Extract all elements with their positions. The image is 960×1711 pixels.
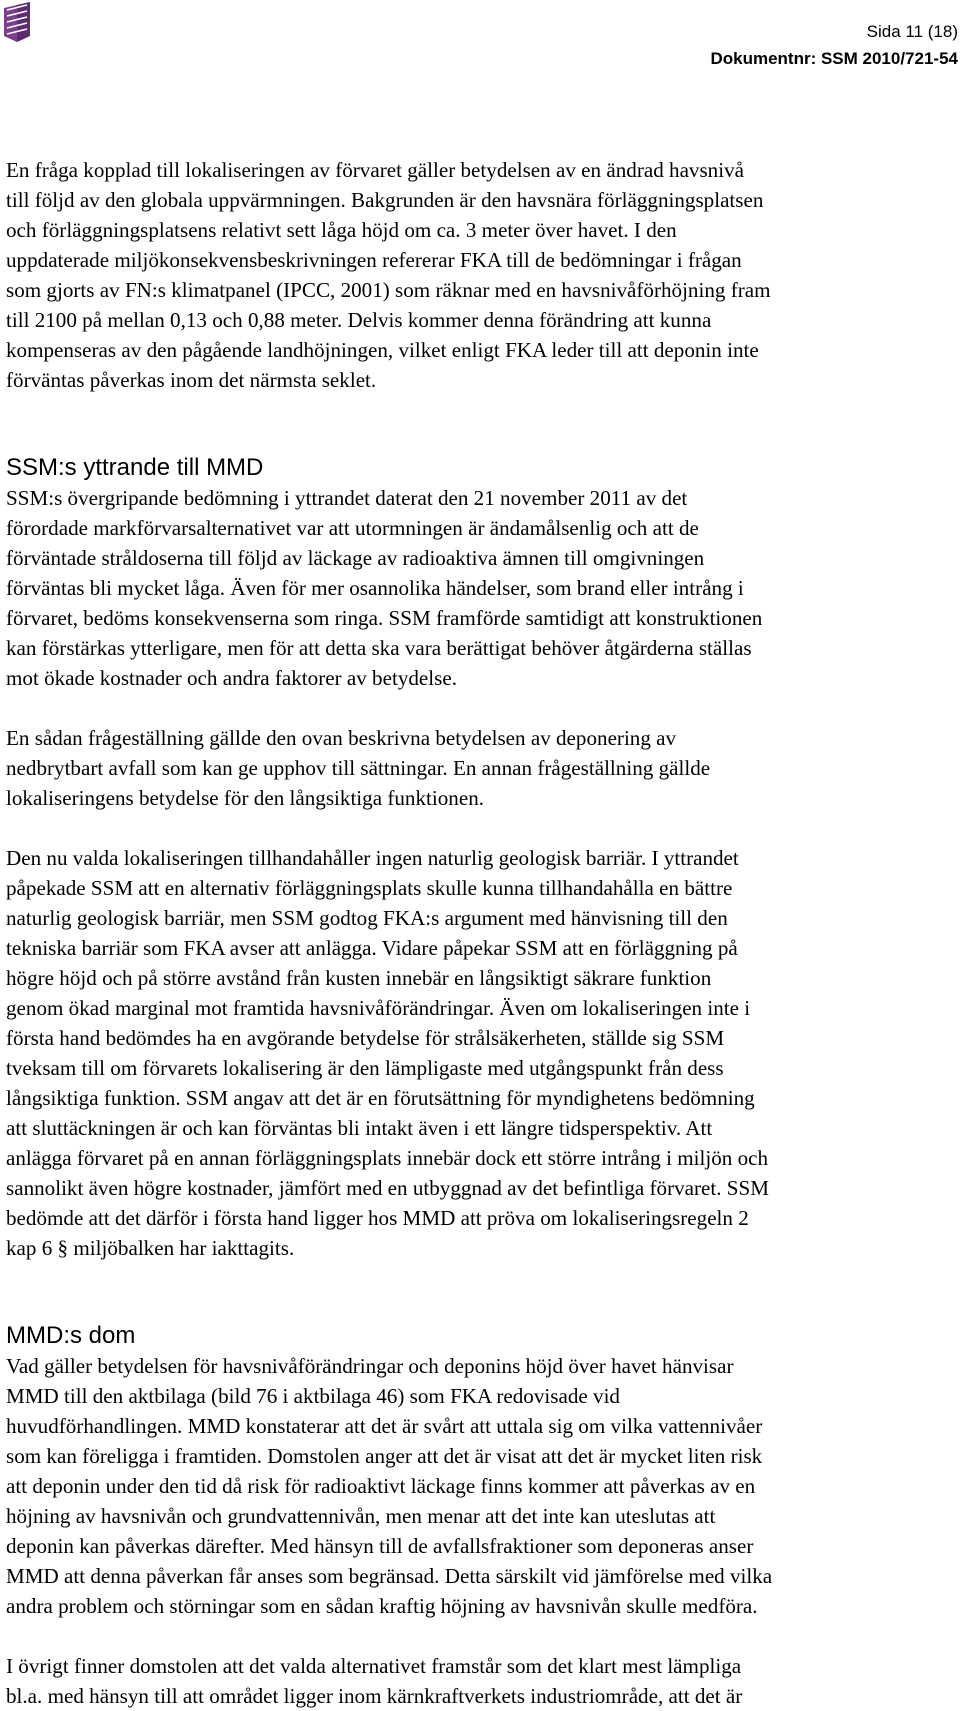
text-line: SSM:s övergripande bedömning i yttrandet daterat den 21 november 2011 av det [6,486,688,510]
text-line: genom ökad marginal mot framtida havsnivåförändringar. Även om lokaliseringen inte i [6,996,751,1020]
text-line: kap 6 § miljöbalken har iakttagits. [6,1236,295,1260]
document-number: Dokumentnr: SSM 2010/721-54 [710,49,958,68]
text-line: som kan föreligga i framtiden. Domstolen anger att det är visat att det är mycket liten risk [6,1444,763,1468]
paragraph-ssm-assessment [6,483,956,693]
document-body [6,155,956,1711]
text-line: påpekade SSM att en alternativ förläggningsplats skulle kunna tillhandahålla en bättre [6,876,733,900]
text-line: till 2100 på mellan 0,13 och 0,88 meter. Delvis kommer denna förändring att kunna [6,308,712,332]
text-line: I övrigt finner domstolen att det valda alternativet framstår som det klart mest lämpliga [6,1654,742,1678]
text-line: bl.a. med hänsyn till att området ligger inom kärnkraftverkets industriområde, att det är [6,1684,743,1708]
text-line: andra problem och störningar som en sådan kraftig höjning av havsnivån skulle medföra. [6,1594,758,1618]
text-line: deponin kan påverkas därefter. Med hänsyn till de avfallsfraktioner som deponeras anser [6,1534,754,1558]
paragraph-other [6,1651,956,1711]
text-line: till följd av den globala uppvärmningen. Bakgrunden är den havsnära förläggningsplatsen [6,188,764,212]
text-line: kompenseras av den pågående landhöjningen, vilket enligt FKA leder till att deponin inte [6,338,759,362]
text-line: höjning av havsnivån och grundvattennivån, men menar att det inte kan uteslutas att [6,1504,716,1528]
text-line: mot ökade kostnader och andra faktorer av betydelse. [6,666,457,690]
text-line: Den nu valda lokaliseringen tillhandahåller ingen naturlig geologisk barriär. I yttrandet [6,846,739,870]
text-line: lokaliseringens betydelse för den långsiktiga funktionen. [6,786,485,810]
paragraph-mmd-judgement [6,1351,956,1621]
text-line: förväntas bli mycket låga. Även för mer osannolika händelser, som brand eller intrång i [6,576,744,600]
text-line: och förläggningsplatsens relativt sett låga höjd om ca. 3 meter över havet. I den [6,218,677,242]
paragraph-sea-level [6,155,956,395]
text-line: att sluttäckningen är och kan förväntas bli intakt även i ett längre tidsperspektiv. Att [6,1116,713,1140]
text-line: kan förstärkas ytterligare, men för att detta ska vara berättigat behöver åtgärderna ställas [6,636,752,660]
text-line: Vad gäller betydelsen för havsnivåförändringar och deponins höjd över havet hänvisar [6,1354,734,1378]
text-line: förordade markförvarsalternativet var att utormningen är ändamålsenlig och att de [6,516,699,540]
text-line: huvudförhandlingen. MMD konstaterar att det är svårt att uttala sig om vilka vattennivåer [6,1414,763,1438]
paragraph-question [6,723,956,813]
text-line: förvaret, bedöms konsekvenserna som ringa. SSM framförde samtidigt att konstruktionen [6,606,763,630]
text-line: En sådan frågeställning gällde den ovan beskrivna betydelsen av deponering av [6,726,677,750]
text-line: förväntas påverkas inom det närmsta seklet. [6,368,377,392]
text-line: sannolikt även högre kostnader, jämfört med en utbyggnad av det befintliga förvaret. SSM [6,1176,770,1200]
text-line: uppdaterade miljökonsekvensbeskrivningen refererar FKA till de bedömningar i frågan [6,248,742,272]
text-line: tveksam till om förvarets lokalisering är den lämpligaste med utgångspunkt från dess [6,1056,724,1080]
text-line: naturlig geologisk barriär, men SSM godtog FKA:s argument med hänvisning till den [6,906,728,930]
text-line: första hand bedömdes ha en avgörande betydelse för strålsäkerheten, ställde sig SSM [6,1026,725,1050]
text-line: nedbrytbart avfall som kan ge upphov till sättningar. En annan frågeställning gällde [6,756,711,780]
text-line: långsiktiga funktion. SSM angav att det är en förutsättning för myndighetens bedömning [6,1086,755,1110]
ssm-logo-icon [4,2,30,42]
text-line: som gjorts av FN:s klimatpanel (IPCC, 2001) som räknar med en havsnivåförhöjning fram [6,278,771,302]
page-number: Sida 11 (18) [866,22,958,41]
text-line: att deponin under den tid då risk för radioaktivt läckage finns kommer att påverkas av en [6,1474,756,1498]
paragraph-localisation [6,843,956,1263]
text-line: anlägga förvaret på en annan förläggningsplats innebär dock ett större intrång i miljön och [6,1146,769,1170]
text-line: bedömde att det därför i första hand ligger hos MMD att pröva om lokaliseringsregeln 2 [6,1206,749,1230]
page-header [710,18,958,72]
text-line: tekniska barriär som FKA avser att anlägga. Vidare påpekar SSM att en förläggning på [6,936,738,960]
text-line: MMD till den aktbilaga (bild 76 i aktbilaga 46) som FKA redovisade vid [6,1384,620,1408]
text-line: MMD att denna påverkan får anses som begränsad. Detta särskilt vid jämförelse med vilka [6,1564,773,1588]
text-line: En fråga kopplad till lokaliseringen av förvaret gäller betydelsen av en ändrad havsnivå [6,158,745,182]
text-line: förväntade stråldoserna till följd av läckage av radioaktiva ämnen till omgivningen [6,546,705,570]
section-heading-mmd: MMD:s dom [6,1322,136,1349]
section-heading-ssm: SSM:s yttrande till MMD [6,454,264,481]
text-line: högre höjd och på större avstånd från kusten innebär en långsiktigt säkrare funktion [6,966,712,990]
